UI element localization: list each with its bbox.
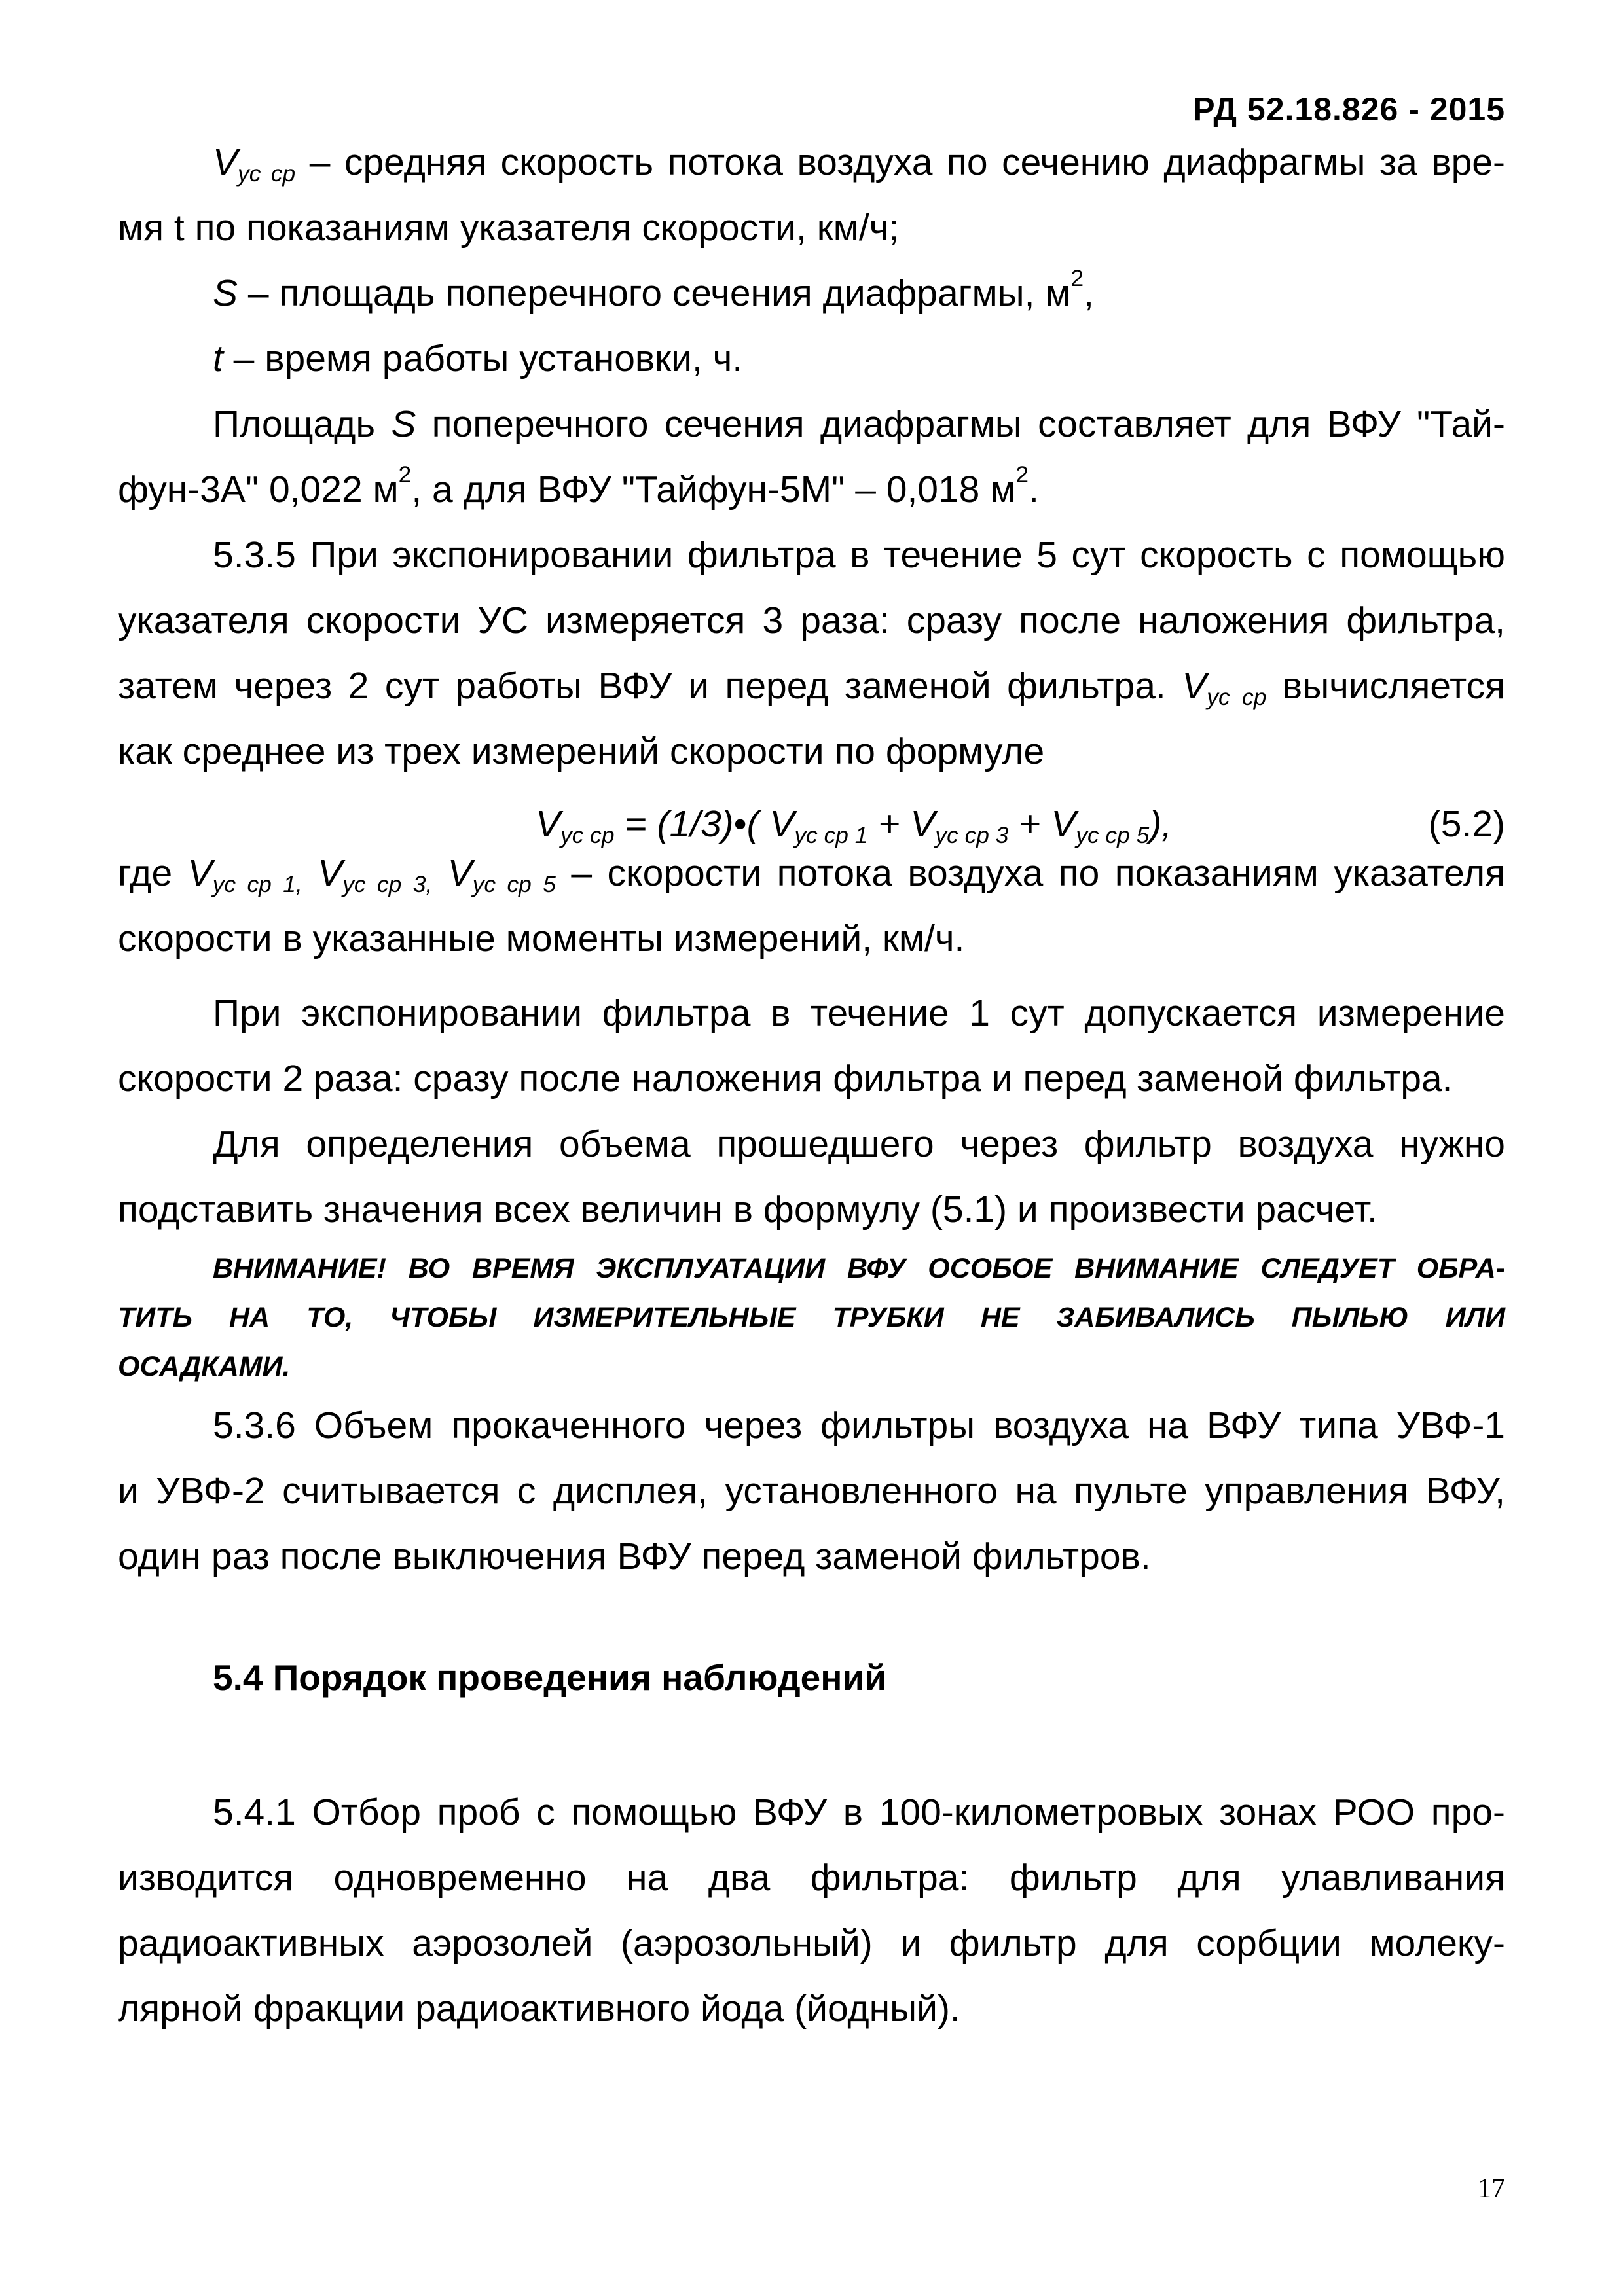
text-line: лярной фракции радиоактивного йода (йодный). (118, 1988, 960, 2030)
text-line: скорости в указанные моменты измерений, км/ч. (118, 918, 965, 960)
warning-line: ОСАДКАМИ. (118, 1351, 291, 1382)
warning-line: ВНИМАНИЕ! ВО ВРЕМЯ ЭКСПЛУАТАЦИИ ВФУ ОСОБОЕ ВНИМАНИЕ СЛЕДУЕТ ОБРА- (213, 1253, 1505, 1284)
text-line: 5.3.6 Объем прокаченного через фильтры воздуха на ВФУ типа УВФ-1 (213, 1405, 1505, 1446)
text-line: затем через 2 сут работы ВФУ и перед заменой фильтра. $V_{ус ср}$ вычисляется (118, 665, 1505, 710)
text-line: фун-3А" 0,022 $м^2$, а для ВФУ "Тайфун-5М" – 0,018 $м^2$. (118, 461, 1039, 511)
text-line: 5.3.5 При экспонировании фильтра в течение 5 сут скорость с помощью (213, 534, 1505, 576)
text-line: При экспонировании фильтра в течение 1 сут допускается измерение (213, 992, 1505, 1034)
text-line: скорости 2 раза: сразу после наложения фильтра и перед заменой фильтра. (118, 1058, 1453, 1100)
text-line: где $V_{ус ср 1,}$ $V_{ус ср 3,}$ $V_{ус ср 5}$ – скорости потока воздуха по показаниям указателя (118, 852, 1506, 897)
document-code: РД 52.18.826 - 2015 (1193, 91, 1505, 128)
text-line: 5.4.1 Отбор проб с помощью ВФУ в 100-километровых зонах РОО про- (213, 1791, 1505, 1833)
text-line: S – площадь поперечного сечения диафрагмы, $м^2$, (213, 265, 1094, 314)
variable-t: t (213, 338, 223, 380)
variable-s: S (213, 272, 238, 314)
text-line: подставить значения всех величин в формулу (5.1) и произвести расчет. (118, 1189, 1377, 1230)
formula-number: (5.2) (1428, 803, 1505, 845)
section-heading: 5.4 Порядок проведения наблюдений (213, 1657, 887, 1698)
text-line: Для определения объема прошедшего через фильтр воздуха нужно (213, 1123, 1505, 1165)
text-line: t – время работы установки, ч. (213, 338, 743, 380)
formula-expression: $V_{ус ср}$ = (1/3)•( $V_{ус ср 1} + V_{ус ср 3} + V_{ус ср 5}$), (536, 803, 1173, 848)
warning-line: ТИТЬ НА ТО, ЧТОБЫ ИЗМЕРИТЕЛЬНЫЕ ТРУБКИ НЕ ЗАБИВАЛИСЬ ПЫЛЬЮ ИЛИ (118, 1302, 1505, 1333)
text-line: как среднее из трех измерений скорости по формуле (118, 730, 1045, 772)
text-line: $V_{ус ср}$ – средняя скорость потока воздуха по сечению диафрагмы за вре- (213, 141, 1505, 187)
formula-5-2 (118, 800, 1505, 848)
text-line: и УВФ-2 считывается с дисплея, установленного на пульте управления ВФУ, (118, 1470, 1505, 1512)
text-line: мя t по показаниям указателя скорости, км/ч; (118, 207, 900, 249)
text-line: изводится одновременно на два фильтра: фильтр для улавливания (118, 1857, 1505, 1899)
text-line: один раз после выключения ВФУ перед заменой фильтров. (118, 1535, 1151, 1577)
page-number: 17 (1478, 2174, 1505, 2204)
text-line: Площадь S поперечного сечения диафрагмы составляет для ВФУ "Тай- (213, 403, 1505, 445)
variable-v: V (213, 141, 238, 183)
text-line: указателя скорости УС измеряется 3 раза: сразу после наложения фильтра, (118, 600, 1505, 641)
text-line: радиоактивных аэрозолей (аэрозольный) и фильтр для сорбции молеку- (118, 1922, 1505, 1964)
